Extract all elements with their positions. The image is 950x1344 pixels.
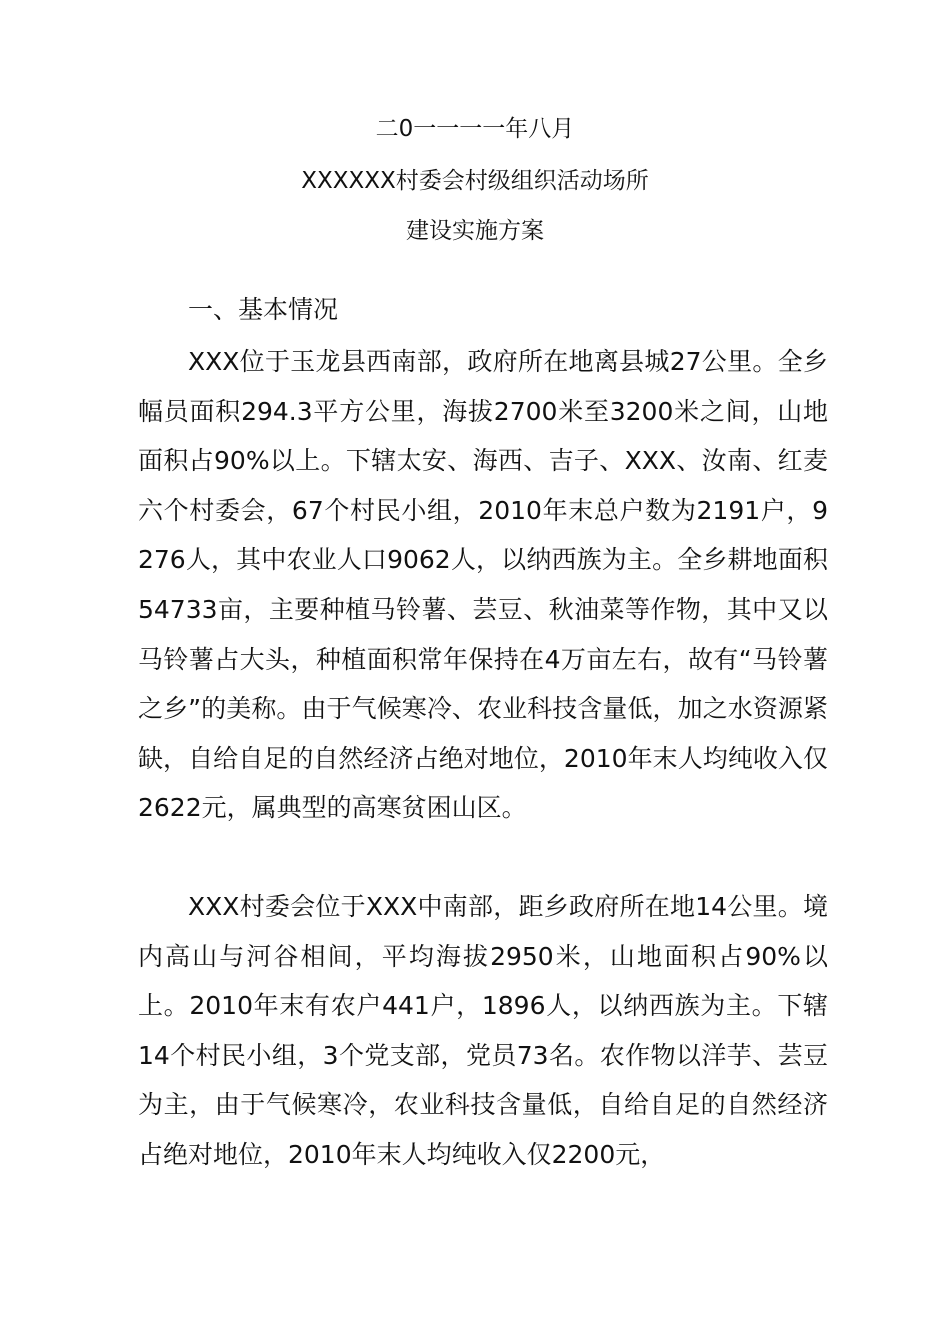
body-paragraph-2-container [138,882,828,1180]
section-heading-basic-info: 一、基本情况 [188,295,339,324]
body-paragraph-2: XXX村委会位于XXX中南部，距乡政府所在地14公里。境内高山与河谷相间，平均海拔2950米，山地面积占90%以上。2010年末有农户441户，1896人，以纳西族为主。下辖14个村民小组，3个党支部，党员73名。农作物以洋芋、芸豆为主，由于气候寒冷，农业科技含量低，自给自足的自然经济占绝对地位，2010年末人均纯收入仅2200元， [138,892,828,1169]
date-line: 二0一一一一年八月 [375,116,575,142]
document-title-line-1: XXXXXX村委会村级组织活动场所 [301,168,649,194]
body-paragraph-1-container [138,337,828,833]
document-title-line-2: 建设实施方案 [406,218,544,244]
body-paragraph-1: XXX位于玉龙县西南部，政府所在地离县城27公里。全乡幅员面积294.3平方公里，海拔2700米至3200米之间，山地面积占90%以上。下辖太安、海西、吉子、XXX、汝南、红麦六个村委会，67个村民小组，2010年末总户数为2191户，9276人，其中农业人口9062人，以纳西族为主。全乡耕地面积54733亩，主要种植马铃薯、芸豆、秋油菜等作物，其中又以马铃薯占大头，种植面积常年保持在4万亩左右，故有“马铃薯之乡”的美称。由于气候寒冷、农业科技含量低，加之水资源紧缺，自给自足的自然经济占绝对地位，2010年末人均纯收入仅2622元，属典型的高寒贫困山区。 [138,347,828,823]
